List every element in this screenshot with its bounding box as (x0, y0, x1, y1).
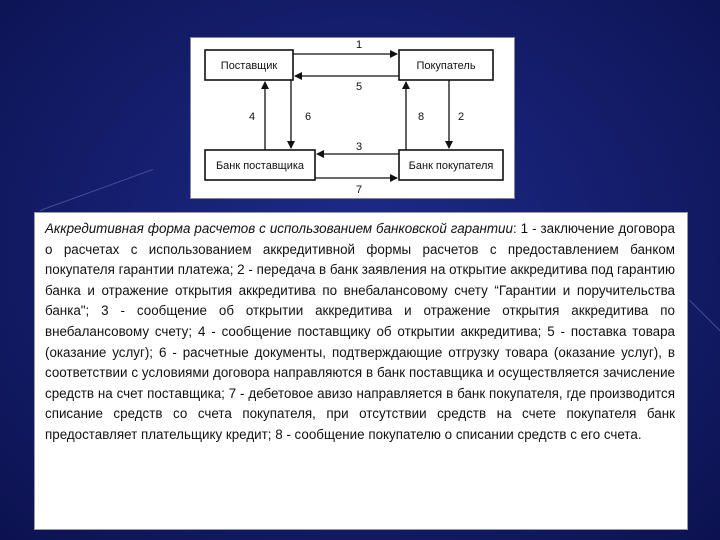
decorative-line (40, 169, 153, 211)
node-buyer-bank-label: Банк покупателя (408, 160, 494, 172)
decorative-line (689, 300, 720, 343)
edge-4-label: 4 (248, 111, 256, 123)
edge-8-label: 8 (417, 111, 425, 123)
description-heading-colon: : (512, 221, 517, 236)
node-buyer-label: Покупатель (416, 60, 476, 72)
edge-7-label: 7 (355, 184, 363, 196)
edge-2-label: 2 (457, 111, 465, 123)
edge-3-label: 3 (355, 141, 363, 153)
payment-scheme-diagram (190, 37, 515, 199)
description-body: 1 - заключение договора о расчетах с использованием аккредитивной формы расчетов с предоставлением банком покупателя гарантии платежа; 2 - передача в банк заявления на открытие аккредитива под гарантию банка и отражение открытия аккредитива по внебалансовому счету “Гарантии и поручительства банка"; 3 - сообщение об открытии аккредитива и отражение открытия аккредитива по внебалансовому счету; 4 - сообщение поставщику об открытии аккредитива; 5 - поставка товара (оказание услуг); 6 - расчетные документы, подтверждающие отгрузку товара (оказание услуг), в соответствии с условиями договора направляются в банк поставщика и осуществляется зачисление средств на счет поставщика; 7 - дебетовое авизо направляется в банк покупателя, где производится списание средств со счета покупателя, при отсутствии средств на счете покупателя банк предоставляет плательщику кредит; 8 - сообщение покупателю о списании средств с его счета. (45, 221, 676, 442)
diagram-canvas (191, 38, 514, 198)
node-supplier-label: Поставщик (220, 60, 278, 72)
edge-1-label: 1 (355, 39, 363, 51)
edge-6-label: 6 (304, 111, 312, 123)
description-text (45, 219, 675, 446)
description-panel (34, 212, 688, 530)
edge-5-label: 5 (355, 81, 363, 93)
node-supplier-bank-label: Банк поставщика (215, 160, 305, 172)
description-heading: Аккредитивная форма расчетов с использованием банковской гарантии (45, 221, 513, 236)
